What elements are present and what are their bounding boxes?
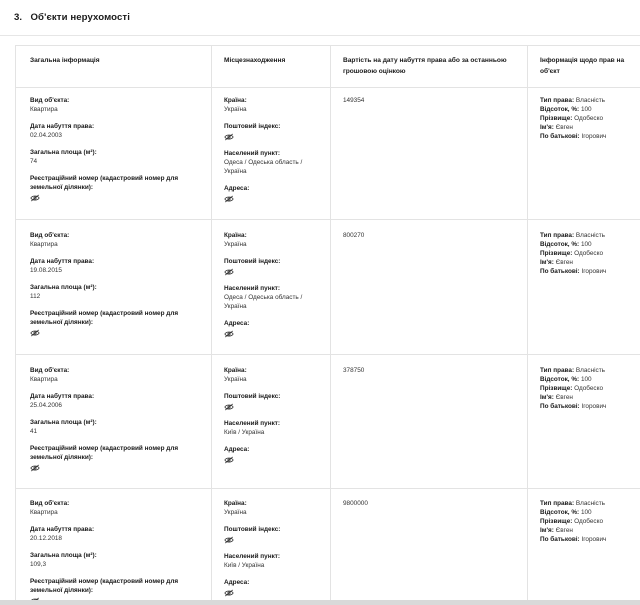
- general-info-cell: [30, 499, 200, 605]
- city-label: Населений пункт:: [224, 420, 281, 427]
- location-cell: [224, 499, 322, 605]
- patronymic-value: Ігорович: [581, 133, 607, 140]
- right-type-value: Власність: [575, 232, 606, 239]
- name-value: Євген: [555, 527, 573, 534]
- section-title-text: Об'єкти нерухомості: [30, 12, 130, 23]
- surname-value: Одобеско: [574, 385, 604, 392]
- patronymic-label: По батькові:: [540, 536, 580, 543]
- eye-slash-icon[interactable]: [224, 195, 234, 203]
- rights-cell: [540, 231, 640, 276]
- right-type-value: Власність: [575, 500, 606, 507]
- acq-date-label: Дата набуття права:: [30, 393, 95, 400]
- type-label: Вид об'єкта:: [30, 97, 70, 104]
- value-amount: 800270: [343, 232, 365, 239]
- share-label: Відсоток, %:: [540, 241, 580, 248]
- patronymic-label: По батькові:: [540, 133, 580, 140]
- acq-date-label: Дата набуття права:: [30, 258, 95, 265]
- postal-label: Поштовий індекс:: [224, 393, 281, 400]
- eye-slash-icon[interactable]: [30, 194, 40, 202]
- eye-slash-icon[interactable]: [30, 329, 40, 337]
- area-label: Загальна площа (м²):: [30, 419, 97, 426]
- address-label: Адреса:: [224, 185, 250, 192]
- share-label: Відсоток, %:: [540, 509, 580, 516]
- eye-slash-icon[interactable]: [30, 464, 40, 472]
- type-value: Квартира: [30, 106, 58, 113]
- rights-cell: [540, 366, 640, 411]
- area-value: 41: [30, 428, 38, 435]
- city-value: Київ / Україна: [224, 562, 265, 569]
- rights-cell: [540, 499, 640, 544]
- column-header-value: Вартість на дату набуття права або за останньою грошовою оцінкою: [343, 57, 507, 75]
- acq-date-value: 25.04.2006: [30, 402, 62, 409]
- reg-no-label: Реєстраційний номер (кадастровий номер для земельної ділянки):: [30, 175, 179, 191]
- share-label: Відсоток, %:: [540, 376, 580, 383]
- country-value: Україна: [224, 241, 247, 248]
- acq-date-value: 20.12.2018: [30, 535, 62, 542]
- eye-slash-icon[interactable]: [224, 330, 234, 338]
- surname-label: Прізвище:: [540, 385, 573, 392]
- surname-label: Прізвище:: [540, 115, 573, 122]
- column-header-rights: Інформація щодо прав на об'єкт: [540, 57, 625, 75]
- country-label: Країна:: [224, 367, 247, 374]
- general-info-cell: [30, 366, 200, 480]
- patronymic-value: Ігорович: [581, 268, 607, 275]
- name-label: Ім'я:: [540, 527, 554, 534]
- area-value: 74: [30, 158, 38, 165]
- patronymic-value: Ігорович: [581, 403, 607, 410]
- share-value: 100: [580, 376, 592, 383]
- city-value: Київ / Україна: [224, 429, 265, 436]
- share-value: 100: [580, 509, 592, 516]
- location-cell: [224, 96, 322, 211]
- general-info-cell: [30, 231, 200, 345]
- type-value: Квартира: [30, 509, 58, 516]
- type-label: Вид об'єкта:: [30, 500, 70, 507]
- address-label: Адреса:: [224, 320, 250, 327]
- section-header: [0, 0, 640, 36]
- right-type-value: Власність: [575, 97, 606, 104]
- value-cell: [343, 499, 513, 508]
- name-label: Ім'я:: [540, 124, 554, 131]
- area-label: Загальна площа (м²):: [30, 284, 97, 291]
- name-label: Ім'я:: [540, 259, 554, 266]
- value-amount: 9800000: [343, 500, 368, 507]
- type-value: Квартира: [30, 241, 58, 248]
- area-value: 112: [30, 293, 41, 300]
- surname-value: Одобеско: [574, 250, 604, 257]
- country-value: Україна: [224, 509, 247, 516]
- country-label: Країна:: [224, 500, 247, 507]
- eye-slash-icon[interactable]: [224, 589, 234, 597]
- general-info-cell: [30, 96, 200, 210]
- right-type-label: Тип права:: [540, 97, 575, 104]
- country-value: Україна: [224, 106, 247, 113]
- postal-label: Поштовий індекс:: [224, 526, 281, 533]
- surname-value: Одобеско: [574, 115, 604, 122]
- right-type-label: Тип права:: [540, 367, 575, 374]
- area-label: Загальна площа (м²):: [30, 552, 97, 559]
- section-number: 3.: [14, 12, 23, 23]
- area-value: 109,3: [30, 561, 46, 568]
- type-label: Вид об'єкта:: [30, 367, 70, 374]
- country-label: Країна:: [224, 232, 247, 239]
- eye-slash-icon[interactable]: [224, 456, 234, 464]
- reg-no-label: Реєстраційний номер (кадастровий номер для земельної ділянки):: [30, 578, 179, 594]
- right-type-value: Власність: [575, 367, 606, 374]
- column-header-location: Місцезнаходження: [224, 57, 286, 64]
- name-value: Євген: [555, 394, 573, 401]
- city-value: Одеса / Одеська область / Україна: [224, 294, 303, 310]
- name-value: Євген: [555, 124, 573, 131]
- area-label: Загальна площа (м²):: [30, 149, 97, 156]
- patronymic-value: Ігорович: [581, 536, 607, 543]
- name-value: Євген: [555, 259, 573, 266]
- city-value: Одеса / Одеська область / Україна: [224, 159, 303, 175]
- acq-date-value: 19.08.2015: [30, 267, 62, 274]
- right-type-label: Тип права:: [540, 232, 575, 239]
- eye-slash-icon[interactable]: [224, 403, 234, 411]
- postal-label: Поштовий індекс:: [224, 258, 281, 265]
- horizontal-scrollbar[interactable]: [0, 600, 640, 605]
- patronymic-label: По батькові:: [540, 403, 580, 410]
- surname-value: Одобеско: [574, 518, 604, 525]
- address-label: Адреса:: [224, 579, 250, 586]
- eye-slash-icon[interactable]: [224, 536, 234, 544]
- column-header-general: Загальна інформація: [30, 57, 100, 64]
- section-title: [14, 12, 130, 23]
- location-cell: [224, 231, 322, 346]
- city-label: Населений пункт:: [224, 150, 281, 157]
- value-amount: 378750: [343, 367, 365, 374]
- acq-date-label: Дата набуття права:: [30, 526, 95, 533]
- city-label: Населений пункт:: [224, 285, 281, 292]
- eye-slash-icon[interactable]: [224, 268, 234, 276]
- location-cell: [224, 366, 322, 472]
- value-cell: [343, 231, 513, 240]
- acq-date-label: Дата набуття права:: [30, 123, 95, 130]
- share-value: 100: [580, 106, 592, 113]
- value-cell: [343, 366, 513, 375]
- rights-cell: [540, 96, 640, 141]
- share-label: Відсоток, %:: [540, 106, 580, 113]
- country-value: Україна: [224, 376, 247, 383]
- address-label: Адреса:: [224, 446, 250, 453]
- surname-label: Прізвище:: [540, 250, 573, 257]
- patronymic-label: По батькові:: [540, 268, 580, 275]
- reg-no-label: Реєстраційний номер (кадастровий номер для земельної ділянки):: [30, 310, 179, 326]
- value-cell: [343, 96, 513, 105]
- share-value: 100: [580, 241, 592, 248]
- postal-label: Поштовий індекс:: [224, 123, 281, 130]
- surname-label: Прізвище:: [540, 518, 573, 525]
- eye-slash-icon[interactable]: [224, 133, 234, 141]
- reg-no-label: Реєстраційний номер (кадастровий номер для земельної ділянки):: [30, 445, 179, 461]
- type-label: Вид об'єкта:: [30, 232, 70, 239]
- name-label: Ім'я:: [540, 394, 554, 401]
- acq-date-value: 02.04.2003: [30, 132, 62, 139]
- value-amount: 149354: [343, 97, 365, 104]
- city-label: Населений пункт:: [224, 553, 281, 560]
- right-type-label: Тип права:: [540, 500, 575, 507]
- country-label: Країна:: [224, 97, 247, 104]
- type-value: Квартира: [30, 376, 58, 383]
- real-estate-table: [15, 45, 640, 601]
